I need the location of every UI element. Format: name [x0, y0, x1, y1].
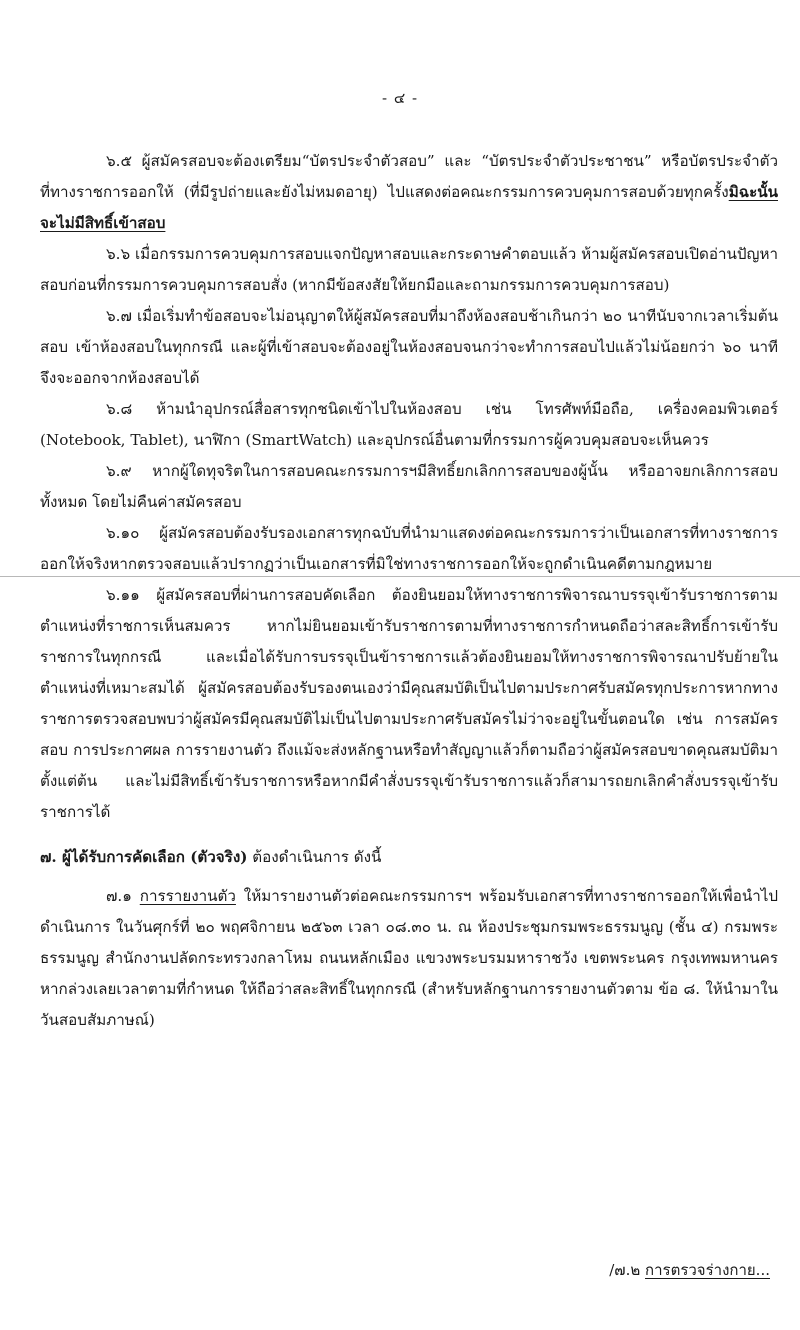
section-7-heading-bold: ๗. ผู้ได้รับการคัดเลือก (ตัวจริง): [40, 848, 248, 866]
clause-6-6: ๖.๖ เมื่อกรรมการควบคุมการสอบแจกปัญหาสอบและกระดาษคำตอบแล้ว ห้ามผู้สมัครสอบเปิดอ่านปัญหาสอบก่อนที่กรรมการควบคุมการสอบสั่ง (หากมีข้อสงสัยให้ยกมือและถามกรรมการควบคุมการสอบ): [40, 245, 778, 294]
clause-6-11: ๖.๑๑ ผู้สมัครสอบที่ผ่านการสอบคัดเลือก ต้องยินยอมให้ทางราชการพิจารณาบรรจุเข้ารับราชการตามตำแหน่งที่ราชการเห็นสมควร หากไม่ยินยอมเข้ารับราชการตามที่ทางราชการกำหนดถือว่าสละสิทธิ์การเข้ารับราชการในทุกกรณี และเมื่อได้รับการบรรจุเป็นข้าราชการแล้วต้องยินยอมให้ทางราชการพิจารณาปรับย้ายในตำแหน่งที่เหมาะสมได้ ผู้สมัครสอบต้องรับรองตนเองว่ามีคุณสมบัติเป็นไปตามประกาศรับสมัครทุกประการหากทางราชการตรวจสอบพบว่าผู้สมัครมีคุณสมบัติไม่เป็นไปตามประกาศรับสมัครไม่ว่าจะอยู่ในขั้นตอนใด เช่น การสมัครสอบ การประกาศผล การรายงานตัว ถึงแม้จะส่งหลักฐานหรือทำสัญญาแล้วก็ตามถือว่าผู้สมัครสอบขาดคุณสมบัติมาตั้งแต่ต้น และไม่มีสิทธิ์เข้ารับราชการหรือหากมีคำสั่งบรรจุเข้ารับราชการแล้วก็สามารถยกเลิกคำสั่งบรรจุเข้ารับราชการได้: [40, 586, 778, 821]
clause-6-5-text: ๖.๕ ผู้สมัครสอบจะต้องเตรียม“บัตรประจำตัวสอบ” และ “บัตรประจำตัวประชาชน” หรือบัตรประจำตัวที่ทางราชการออกให้ (ที่มีรูปถ่ายและยังไม่หมดอายุ) ไปแสดงต่อคณะกรรมการควบคุมการสอบด้วยทุกครั้ง: [40, 152, 778, 201]
clause-6-5-emphasis: มิฉะนั้นจะไม่มีสิทธิ์เข้าสอบ: [40, 183, 778, 232]
clause-6-9: ๖.๙ หากผู้ใดทุจริตในการสอบคณะกรรมการฯมีสิทธิ์ยกเลิกการสอบของผู้นั้น หรืออาจยกเลิกการสอบทั้งหมด โดยไม่คืนค่าสมัครสอบ: [40, 462, 778, 511]
page-number: - ๔ -: [381, 89, 419, 107]
clause-6-5: [40, 146, 778, 239]
clause-7-1-title: การรายงานตัว: [139, 887, 236, 905]
clause-7-1: [40, 881, 778, 1036]
clause-6-7: ๖.๗ เมื่อเริ่มทำข้อสอบจะไม่อนุญาตให้ผู้สมัครสอบที่มาถึงห้องสอบช้าเกินกว่า ๒๐ นาทีนับจากเวลาเริ่มต้นสอบ เข้าห้องสอบในทุกกรณี และผู้ที่เข้าสอบจะต้องอยู่ในห้องสอบจนกว่าจะทำการสอบไปแล้วไม่น้อยกว่า ๖๐ นาที จึงจะออกจากห้องสอบได้: [40, 307, 778, 387]
document-body: [40, 146, 778, 1036]
continuation-prefix: /๗.๒: [609, 1261, 646, 1279]
clause-7-1-text: ให้มารายงานตัวต่อคณะกรรมการฯ พร้อมรับเอกสารที่ทางราชการออกให้เพื่อนำไปดำเนินการ ในวันศุกร์ที่ ๒๐ พฤศจิกายน ๒๕๖๓ เวลา ๐๘.๓๐ น. ณ ห้องประชุมกรมพระธรรมนูญ (ชั้น ๔) กรมพระธรรมนูญ สำนักงานปลัดกระทรวงกลาโหม ถนนหลักเมือง แขวงพระบรมมหาราชวัง เขตพระนคร กรุงเทพมหานคร หากล่วงเลยเวลาตามที่กำหนด ให้ถือว่าสละสิทธิ์ในทุกกรณี (สำหรับหลักฐานการรายงานตัวตาม ข้อ ๘. ให้นำมาในวันสอบสัมภาษณ์): [40, 887, 779, 1029]
clause-6-10: ๖.๑๐ ผู้สมัครสอบต้องรับรองเอกสารทุกฉบับที่นำมาแสดงต่อคณะกรรมการว่าเป็นเอกสารที่ทางราชการออกให้จริงหากตรวจสอบแล้วปรากฏว่าเป็นเอกสารที่มิใช่ทางราชการออกให้จะถูกดำเนินคดีตามกฎหมาย: [40, 524, 778, 573]
section-7-heading-rest: ต้องดำเนินการ ดังนี้: [247, 848, 382, 866]
clause-6-8: ๖.๘ ห้ามนำอุปกรณ์สื่อสารทุกชนิดเข้าไปในห้องสอบ เช่น โทรศัพท์มือถือ, เครื่องคอมพิวเตอร์ (Notebook, Tablet), นาฬิกา (SmartWatch) และอุปกรณ์อื่นตามที่กรรมการผู้ควบคุมสอบจะเห็นควร: [40, 400, 778, 449]
continuation-reference: [609, 1258, 770, 1282]
section-7-heading: [40, 842, 778, 873]
continuation-title: การตรวจร่างกาย...: [645, 1261, 770, 1279]
clause-7-1-number: ๗.๑: [106, 887, 140, 905]
